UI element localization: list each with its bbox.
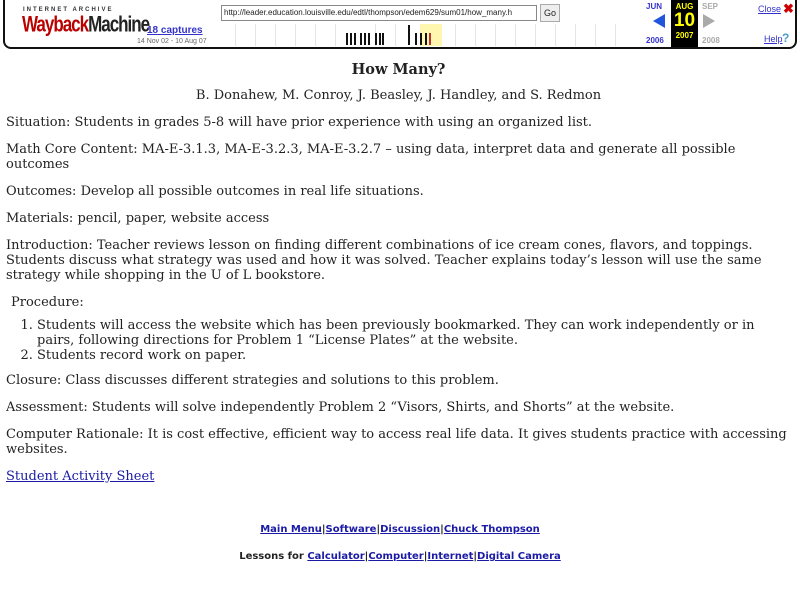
materials: Materials: pencil, paper, website access: [6, 211, 270, 226]
prev-month-link[interactable]: JUN: [646, 2, 663, 11]
math-core-content: Math Core Content: MA-E-3.1.3, MA-E-3.2.3, MA-E-3.2.7 – using data, interpret data and generate all possible outcomes: [6, 142, 736, 172]
footer-nav: Main Menu|Software|Discussion|Chuck Thompson: [260, 524, 540, 535]
procedure-heading: Procedure:: [11, 295, 84, 310]
url-input[interactable]: http://leader.education.louisville.edu/edtl/thompson/edem629/sum01/how_many.h: [221, 5, 537, 21]
go-button[interactable]: Go: [540, 4, 560, 22]
next-month-label: SEP: [702, 2, 719, 11]
capture-sparkline[interactable]: [215, 24, 645, 46]
computer-link[interactable]: Computer: [368, 551, 424, 562]
lesson-content: [6, 62, 791, 496]
computer-rationale: Computer Rationale: It is cost effective, efficient way to access real life data. It gives students practice with accessing websites.: [6, 427, 787, 457]
captures-range: 14 Nov 02 - 10 Aug 07: [137, 38, 207, 45]
closure: Closure: Class discusses different strategies and solutions to this problem.: [6, 373, 499, 388]
next-year-label: 2008: [702, 36, 720, 45]
current-capture-date: AUG 10 2007: [671, 0, 698, 47]
help-icon[interactable]: ?: [782, 31, 790, 45]
chuck-thompson-link[interactable]: Chuck Thompson: [443, 524, 540, 535]
wayback-logo[interactable]: WaybackMachine: [22, 12, 150, 37]
procedure-step: 2. Students record work on paper.: [37, 348, 791, 363]
prev-arrow-icon[interactable]: [653, 14, 665, 28]
procedure-step: 1. Students will access the website which has been previously bookmarked. They can work independently or in pairs, following directions for Problem 1 “License Plates” at the website.: [37, 318, 791, 348]
main-menu-link[interactable]: Main Menu: [260, 524, 322, 535]
lessons-label: Lessons for: [239, 551, 308, 562]
procedure-list: [6, 318, 791, 363]
wayback-toolbar: [3, 0, 797, 49]
next-arrow-icon: [703, 14, 715, 28]
captures-link[interactable]: 18 captures: [147, 25, 203, 36]
assessment: Assessment: Students will solve independently Problem 2 “Visors, Shirts, and Shorts” at the website.: [6, 400, 675, 415]
help-link[interactable]: Help: [764, 34, 783, 44]
calculator-link[interactable]: Calculator: [307, 551, 365, 562]
page-title: How Many?: [351, 61, 446, 78]
close-icon[interactable]: ✖: [783, 1, 794, 16]
prev-year-link[interactable]: 2006: [646, 36, 664, 45]
introduction: Introduction: Teacher reviews lesson on finding different combinations of ice cream cones, flavors, and toppings. Students discuss what strategy was used and how it was solved. Teacher explains today’s lesson will use the same strategy while shopping in the U of L bookstore.: [6, 238, 762, 283]
digital-camera-link[interactable]: Digital Camera: [477, 551, 561, 562]
software-link[interactable]: Software: [325, 524, 377, 535]
close-link[interactable]: Close: [758, 4, 782, 14]
footer-lessons: Lessons for Calculator|Computer|Internet|Digital Camera: [239, 551, 561, 562]
situation: Situation: Students in grades 5-8 will have prior experience with using an organized list.: [6, 115, 593, 130]
logo-caption: INTERNET ARCHIVE: [23, 7, 114, 13]
internet-link[interactable]: Internet: [427, 551, 474, 562]
authors: B. Donahew, M. Conroy, J. Beasley, J. Handley, and S. Redmon: [195, 88, 602, 103]
student-activity-sheet-link[interactable]: Student Activity Sheet: [6, 469, 155, 484]
discussion-link[interactable]: Discussion: [380, 524, 441, 535]
outcomes: Outcomes: Develop all possible outcomes in real life situations.: [6, 184, 424, 199]
